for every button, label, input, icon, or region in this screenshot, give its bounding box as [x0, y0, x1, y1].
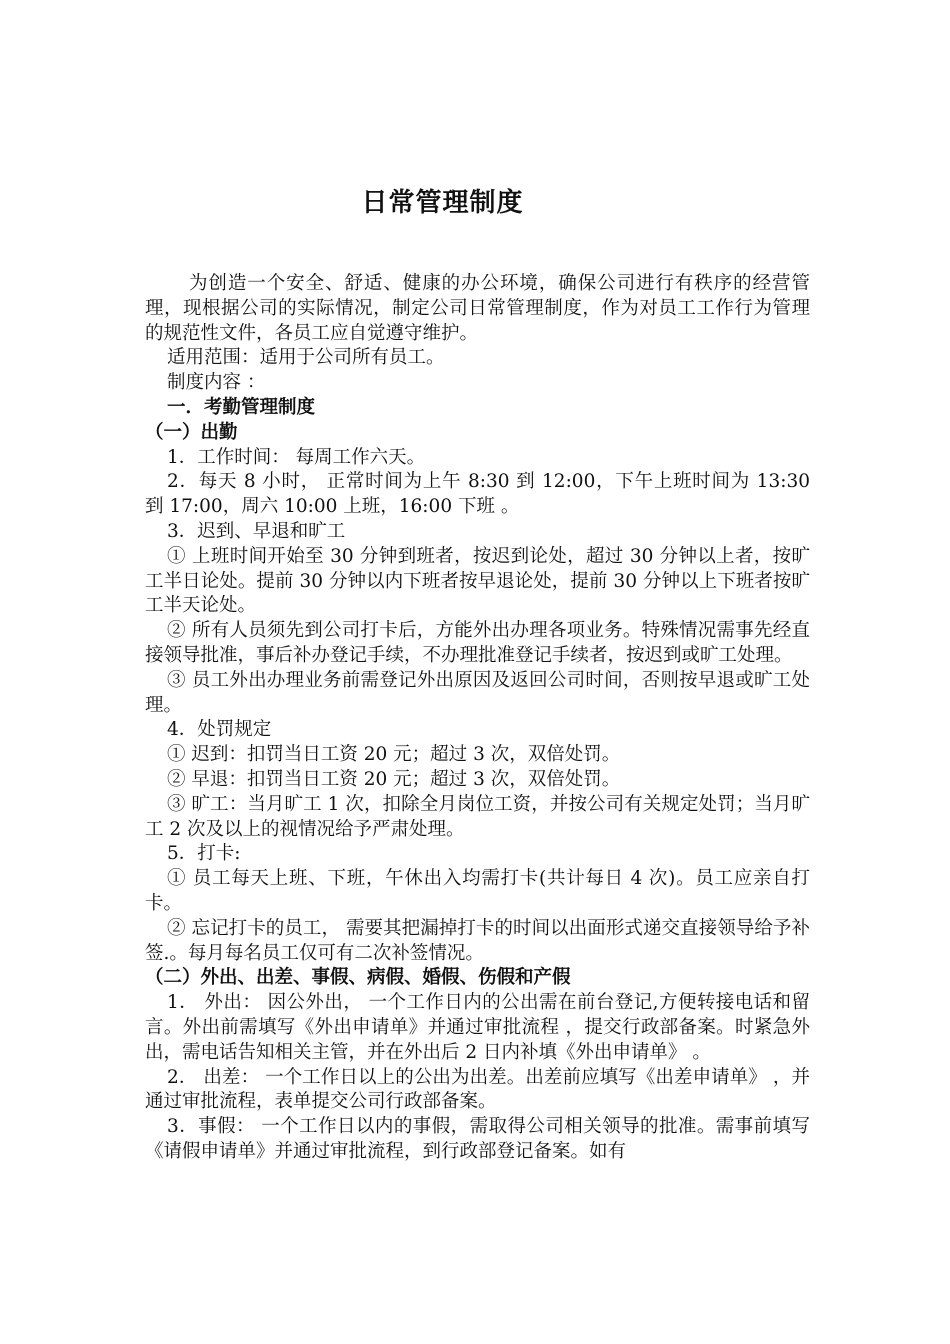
paragraph: 2． 出差： 一个工作日以上的公出为出差。出差前应填写《出差申请单》 ，并通过审批流程，表单提交公司行政部备案。 — [145, 1066, 810, 1113]
paragraph: 1． 外出： 因公外出， 一个工作日内的公出需在前台登记,方便转接电话和留言。外出前需填写《外出申请单》并通过审批流程 ，提交行政部备案。时紧急外出，需电话告知相关主管，并在外出后 2 日内补填《外出申请单》 。 — [145, 992, 810, 1063]
paragraph: 1．工作时间： 每周工作六天。 — [167, 446, 426, 468]
paragraph: 3．迟到、早退和旷工 — [167, 520, 346, 542]
paragraph: （二）外出、出差、事假、病假、婚假、伤假和产假 — [145, 967, 571, 989]
paragraph: ② 早退：扣罚当日工资 20 元；超过 3 次，双倍处罚。 — [167, 768, 621, 790]
paragraph: ① 上班时间开始至 30 分钟到班者，按迟到论处，超过 30 分钟以上者，按旷工半日论处。提前 30 分钟以内下班者按早退论处，提前 30 分钟以上下班者按旷工半天论处。 — [145, 545, 810, 617]
paragraph: ② 所有人员须先到公司打卡后，方能外出办理各项业务。特殊情况需事先经直接领导批准，事后补办登记手续，不办理批准登记手续者，按迟到或旷工处理。 — [145, 620, 810, 666]
paragraph: 适用范围：适用于公司所有员工。 — [167, 347, 445, 369]
paragraph: （一）出勤 — [145, 421, 238, 443]
paragraph: ① 员工每天上班、下班，午休出入均需打卡(共计每日 4 次)。员工应亲自打卡。 — [145, 868, 810, 914]
paragraph: 一．考勤管理制度 — [167, 396, 316, 418]
paragraph: 3．事假： 一个工作日以内的事假，需取得公司相关领导的批准。需事前填写《请假申请单》并通过审批流程，到行政部登记备案。如有 — [145, 1116, 810, 1162]
paragraph: ③ 旷工：当月旷工 1 次，扣除全月岗位工资，并按公司有关规定处罚；当月旷工 2 次及以上的视情况给予严肃处理。 — [145, 793, 810, 840]
paragraph: 2．每天 8 小时， 正常时间为上午 8:30 到 12:00，下午上班时间为 13:30 到 17:00，周六 10:00 上班，16:00 下班 。 — [145, 471, 810, 518]
paragraph: 4．处罚规定 — [167, 719, 272, 741]
paragraph: 为创造一个安全、舒适、健康的办公环境，确保公司进行有秩序的经营管理，现根据公司的实际情况，制定公司日常管理制度，作为对员工工作行为管理的规范性文件，各员工应自觉遵守维护。 — [145, 273, 810, 344]
document-body — [145, 272, 810, 1165]
document-title: 日常管理制度 — [361, 188, 524, 218]
paragraph: 制度内容 ： — [167, 372, 266, 394]
paragraph: ① 迟到：扣罚当日工资 20 元；超过 3 次，双倍处罚。 — [167, 744, 621, 766]
paragraph: ③ 员工外出办理业务前需登记外出原因及返回公司时间，否则按早退或旷工处理。 — [145, 669, 810, 716]
paragraph: 5．打卡: — [167, 843, 241, 865]
paragraph: ② 忘记打卡的员工， 需要其把漏掉打卡的时间以出面形式递交直接领导给予补签.。每月每名员工仅可有二次补签情况。 — [145, 917, 810, 964]
